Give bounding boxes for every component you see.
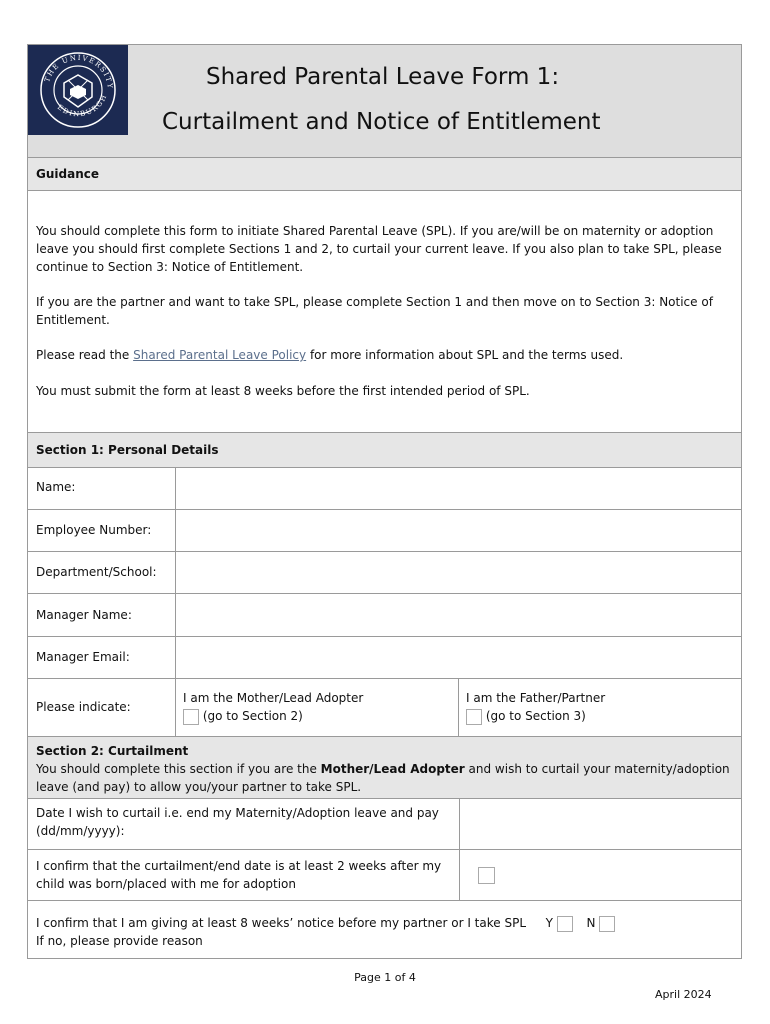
department-label: Department/School: xyxy=(36,565,157,579)
manager-name-row xyxy=(28,594,741,636)
svg-text:EDINBURGH: EDINBURGH xyxy=(55,92,109,119)
option-father-label: I am the Father/Partner xyxy=(466,691,606,705)
reason-label: If no, please provide reason xyxy=(36,934,203,948)
manager-email-field[interactable] xyxy=(176,637,741,678)
department-row xyxy=(28,552,741,593)
option-mother xyxy=(183,689,363,725)
shared-parental-leave-policy-link[interactable]: Shared Parental Leave Policy xyxy=(133,348,307,362)
form-title-line1: Shared Parental Leave Form 1: xyxy=(206,64,560,90)
column-divider xyxy=(175,468,176,736)
section2-heading: Section 2: Curtailment xyxy=(36,744,189,758)
guidance-paragraph-1: You should complete this form to initiate Shared Parental Leave (SPL). If you are/will be on maternity or adoption leave you should first complete Sections 1 and 2, to curtail your current leave. If you also plan to take SPL, please continue to Section 3: Notice of Entitlement. xyxy=(36,224,722,274)
guidance-body xyxy=(28,191,741,432)
name-field[interactable] xyxy=(176,468,741,509)
guidance-paragraph-3 xyxy=(36,346,736,364)
name-label: Name: xyxy=(36,480,76,494)
form-header xyxy=(28,45,741,157)
notice-row xyxy=(28,901,741,959)
column-divider xyxy=(459,799,460,900)
guidance-p3-after: for more information about SPL and the terms used. xyxy=(306,348,624,362)
yes-label: Y xyxy=(545,916,554,930)
confirm-row xyxy=(28,850,741,900)
manager-name-field[interactable] xyxy=(176,594,741,636)
employee-number-row xyxy=(28,510,741,551)
guidance-heading: Guidance xyxy=(28,158,741,190)
form-title-line2: Curtailment and Notice of Entitlement xyxy=(162,109,601,135)
form xyxy=(27,44,742,959)
manager-email-label: Manager Email: xyxy=(36,650,130,664)
indicate-label: Please indicate: xyxy=(36,700,131,714)
indicate-row xyxy=(28,679,741,736)
section2-intro-block xyxy=(36,742,736,796)
section2-intro-before: You should complete this section if you are the xyxy=(36,762,321,776)
notice-label: I confirm that I am giving at least 8 weeks’ notice before my partner or I take SPL xyxy=(36,916,527,930)
curtail-date-row xyxy=(28,799,741,849)
section2-intro xyxy=(36,760,736,796)
mother-checkbox[interactable] xyxy=(183,709,199,725)
section1-heading: Section 1: Personal Details xyxy=(28,433,741,467)
section2-header xyxy=(28,737,741,798)
curtail-date-field[interactable] xyxy=(460,799,741,849)
manager-email-row xyxy=(28,637,741,678)
notice-block xyxy=(36,914,736,950)
university-logo xyxy=(28,45,128,135)
employee-number-label: Employee Number: xyxy=(36,523,152,537)
employee-number-field[interactable] xyxy=(176,510,741,551)
section2-intro-bold: Mother/Lead Adopter xyxy=(320,762,465,776)
option-mother-label: I am the Mother/Lead Adopter xyxy=(183,691,364,705)
crest-icon xyxy=(28,45,128,135)
page-number: Page 1 of 4 xyxy=(354,971,416,984)
svg-text:THE UNIVERSITY: THE UNIVERSITY xyxy=(43,53,115,90)
manager-name-label: Manager Name: xyxy=(36,608,132,622)
no-checkbox[interactable] xyxy=(599,916,615,932)
confirm-label: I confirm that the curtailment/end date is at least 2 weeks after my child was born/placed with me for adoption xyxy=(36,859,442,891)
guidance-p3-before: Please read the xyxy=(36,348,134,362)
confirm-checkbox[interactable] xyxy=(478,867,495,884)
option-father-note: (go to Section 3) xyxy=(485,709,586,723)
option-father xyxy=(466,689,605,725)
no-label: N xyxy=(586,916,596,930)
option-mother-note: (go to Section 2) xyxy=(202,709,303,723)
father-checkbox[interactable] xyxy=(466,709,482,725)
department-field[interactable] xyxy=(176,552,741,593)
curtail-date-label: Date I wish to curtail i.e. end my Maternity/Adoption leave and pay (dd/mm/yyyy): xyxy=(36,806,439,838)
name-row xyxy=(28,468,741,509)
footer-date: April 2024 xyxy=(655,988,712,1001)
yes-checkbox[interactable] xyxy=(557,916,573,932)
guidance-paragraph-2: If you are the partner and want to take SPL, please complete Section 1 and then move on to Section 3: Notice of Entitlement. xyxy=(36,295,713,327)
section2-intro-after: and wish to curtail your maternity/adoption leave (and pay) to allow you/your partner to take SPL. xyxy=(36,762,730,794)
guidance-paragraph-4: You must submit the form at least 8 weeks before the first intended period of SPL. xyxy=(36,384,530,398)
column-divider xyxy=(458,679,459,736)
